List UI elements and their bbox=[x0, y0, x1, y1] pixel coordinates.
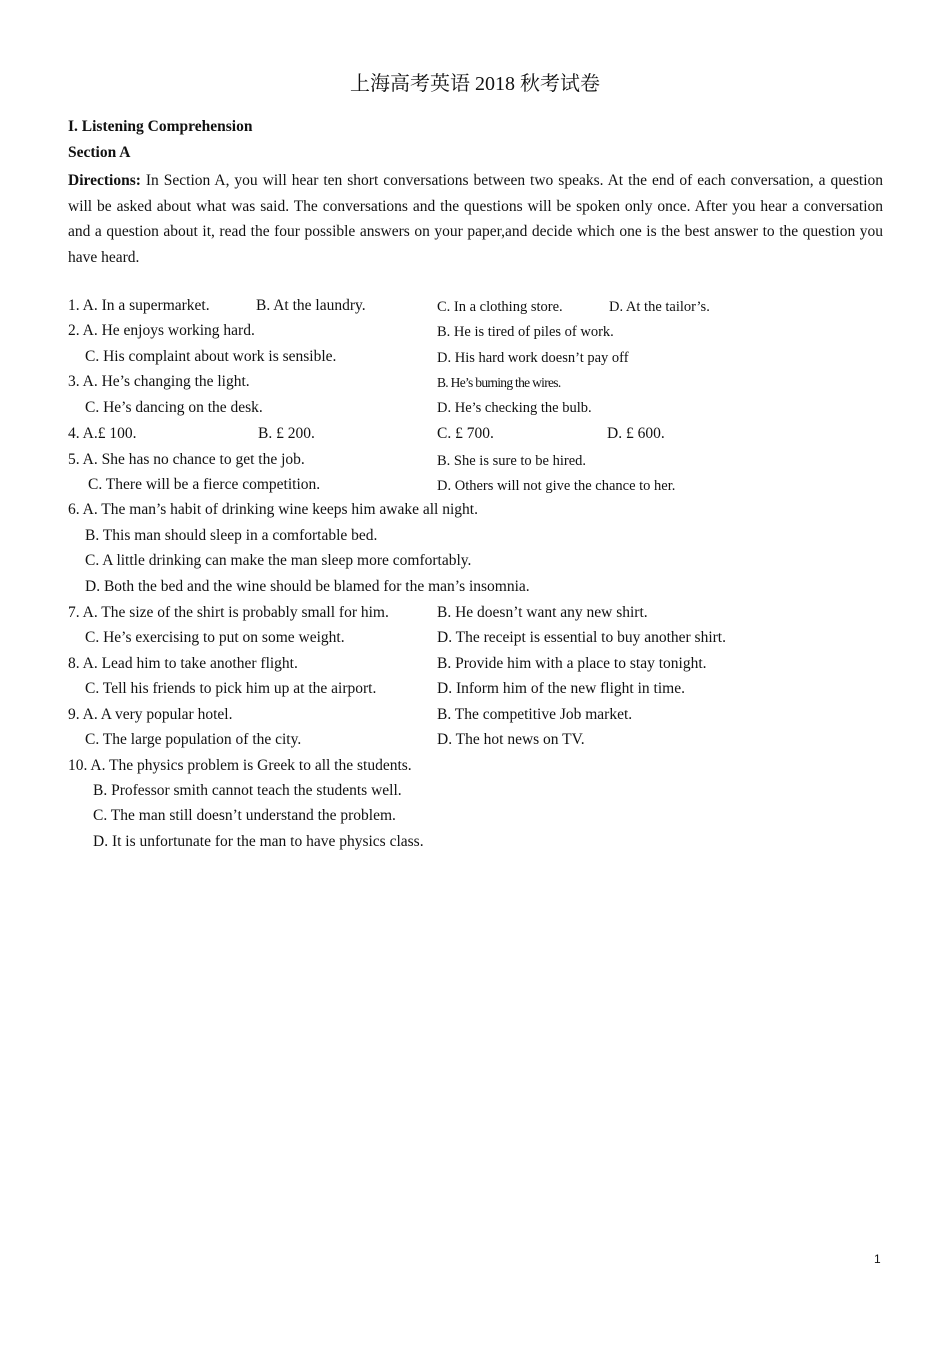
q4-option-d: D. £ 600. bbox=[607, 425, 665, 442]
q8-option-c: C. Tell his friends to pick him up at the airport. bbox=[85, 680, 377, 697]
section-heading: Section A bbox=[68, 144, 131, 161]
q5-option-b: B. She is sure to be hired. bbox=[437, 453, 587, 469]
q10-option-d: D. It is unfortunate for the man to have physics class. bbox=[93, 833, 424, 850]
q3-option-b: B. He’s burning the wires. bbox=[437, 375, 561, 390]
q7-option-b: B. He doesn’t want any new shirt. bbox=[437, 604, 648, 621]
q2-option-d: D. His hard work doesn’t pay off bbox=[437, 350, 629, 366]
q1-option-d: D. At the tailor’s. bbox=[609, 299, 710, 315]
q9-option-b: B. The competitive Job market. bbox=[437, 706, 633, 723]
q2-option-b: B. He is tired of piles of work. bbox=[437, 324, 614, 340]
q2-option-c: C. His complaint about work is sensible. bbox=[85, 348, 337, 365]
q3-option-a: 3. A. He’s changing the light. bbox=[68, 373, 250, 390]
q4-option-c: C. £ 700. bbox=[437, 425, 494, 442]
q8-option-b: B. Provide him with a place to stay tonight. bbox=[437, 655, 707, 672]
q5-option-a: 5. A. She has no chance to get the job. bbox=[68, 451, 305, 468]
q10-option-a: 10. A. The physics problem is Greek to all the students. bbox=[68, 757, 412, 774]
q7-option-c: C. He’s exercising to put on some weight. bbox=[85, 629, 345, 646]
q10-option-b: B. Professor smith cannot teach the students well. bbox=[93, 782, 402, 799]
q7-option-a: 7. A. The size of the shirt is probably small for him. bbox=[68, 604, 389, 621]
q10-option-c: C. The man still doesn’t understand the problem. bbox=[93, 807, 396, 824]
q1-option-c: C. In a clothing store. bbox=[437, 299, 563, 315]
q1-option-b: B. At the laundry. bbox=[256, 297, 366, 314]
page-title: 上海高考英语 2018 秋考试卷 bbox=[350, 73, 600, 95]
directions-paragraph bbox=[68, 168, 883, 270]
q5-option-d: D. Others will not give the chance to her. bbox=[437, 478, 676, 494]
q9-option-c: C. The large population of the city. bbox=[85, 731, 302, 748]
q7-option-d: D. The receipt is essential to buy another shirt. bbox=[437, 629, 726, 646]
page-number: 1 bbox=[874, 1252, 881, 1266]
part-heading: I. Listening Comprehension bbox=[68, 118, 253, 135]
q9-option-a: 9. A. A very popular hotel. bbox=[68, 706, 233, 723]
q6-option-b: B. This man should sleep in a comfortable bed. bbox=[85, 527, 378, 544]
q6-option-c: C. A little drinking can make the man sleep more comfortably. bbox=[85, 552, 472, 569]
q8-option-a: 8. A. Lead him to take another flight. bbox=[68, 655, 298, 672]
directions-label: Directions: bbox=[68, 172, 141, 189]
q3-option-c: C. He’s dancing on the desk. bbox=[85, 399, 263, 416]
q5-option-c: C. There will be a fierce competition. bbox=[88, 476, 321, 493]
q4-option-b: B. £ 200. bbox=[258, 425, 315, 442]
q3-option-d: D. He’s checking the bulb. bbox=[437, 400, 592, 416]
q2-option-a: 2. A. He enjoys working hard. bbox=[68, 322, 255, 339]
q4-option-a: 4. A.£ 100. bbox=[68, 425, 137, 442]
q6-option-a: 6. A. The man’s habit of drinking wine keeps him awake all night. bbox=[68, 501, 478, 518]
directions-text: In Section A, you will hear ten short conversations between two speaks. At the end of each conversation, a question will be asked about what was said. The conversations and the questions will be spoken only once. After you hear a conversation and a question about it, read the four possible answers on your paper,and decide which one is the best answer to the question you have heard. bbox=[68, 172, 883, 266]
q1-option-a: 1. A. In a supermarket. bbox=[68, 297, 210, 314]
q9-option-d: D. The hot news on TV. bbox=[437, 731, 585, 748]
q6-option-d: D. Both the bed and the wine should be blamed for the man’s insomnia. bbox=[85, 578, 530, 595]
q8-option-d: D. Inform him of the new flight in time. bbox=[437, 680, 685, 697]
